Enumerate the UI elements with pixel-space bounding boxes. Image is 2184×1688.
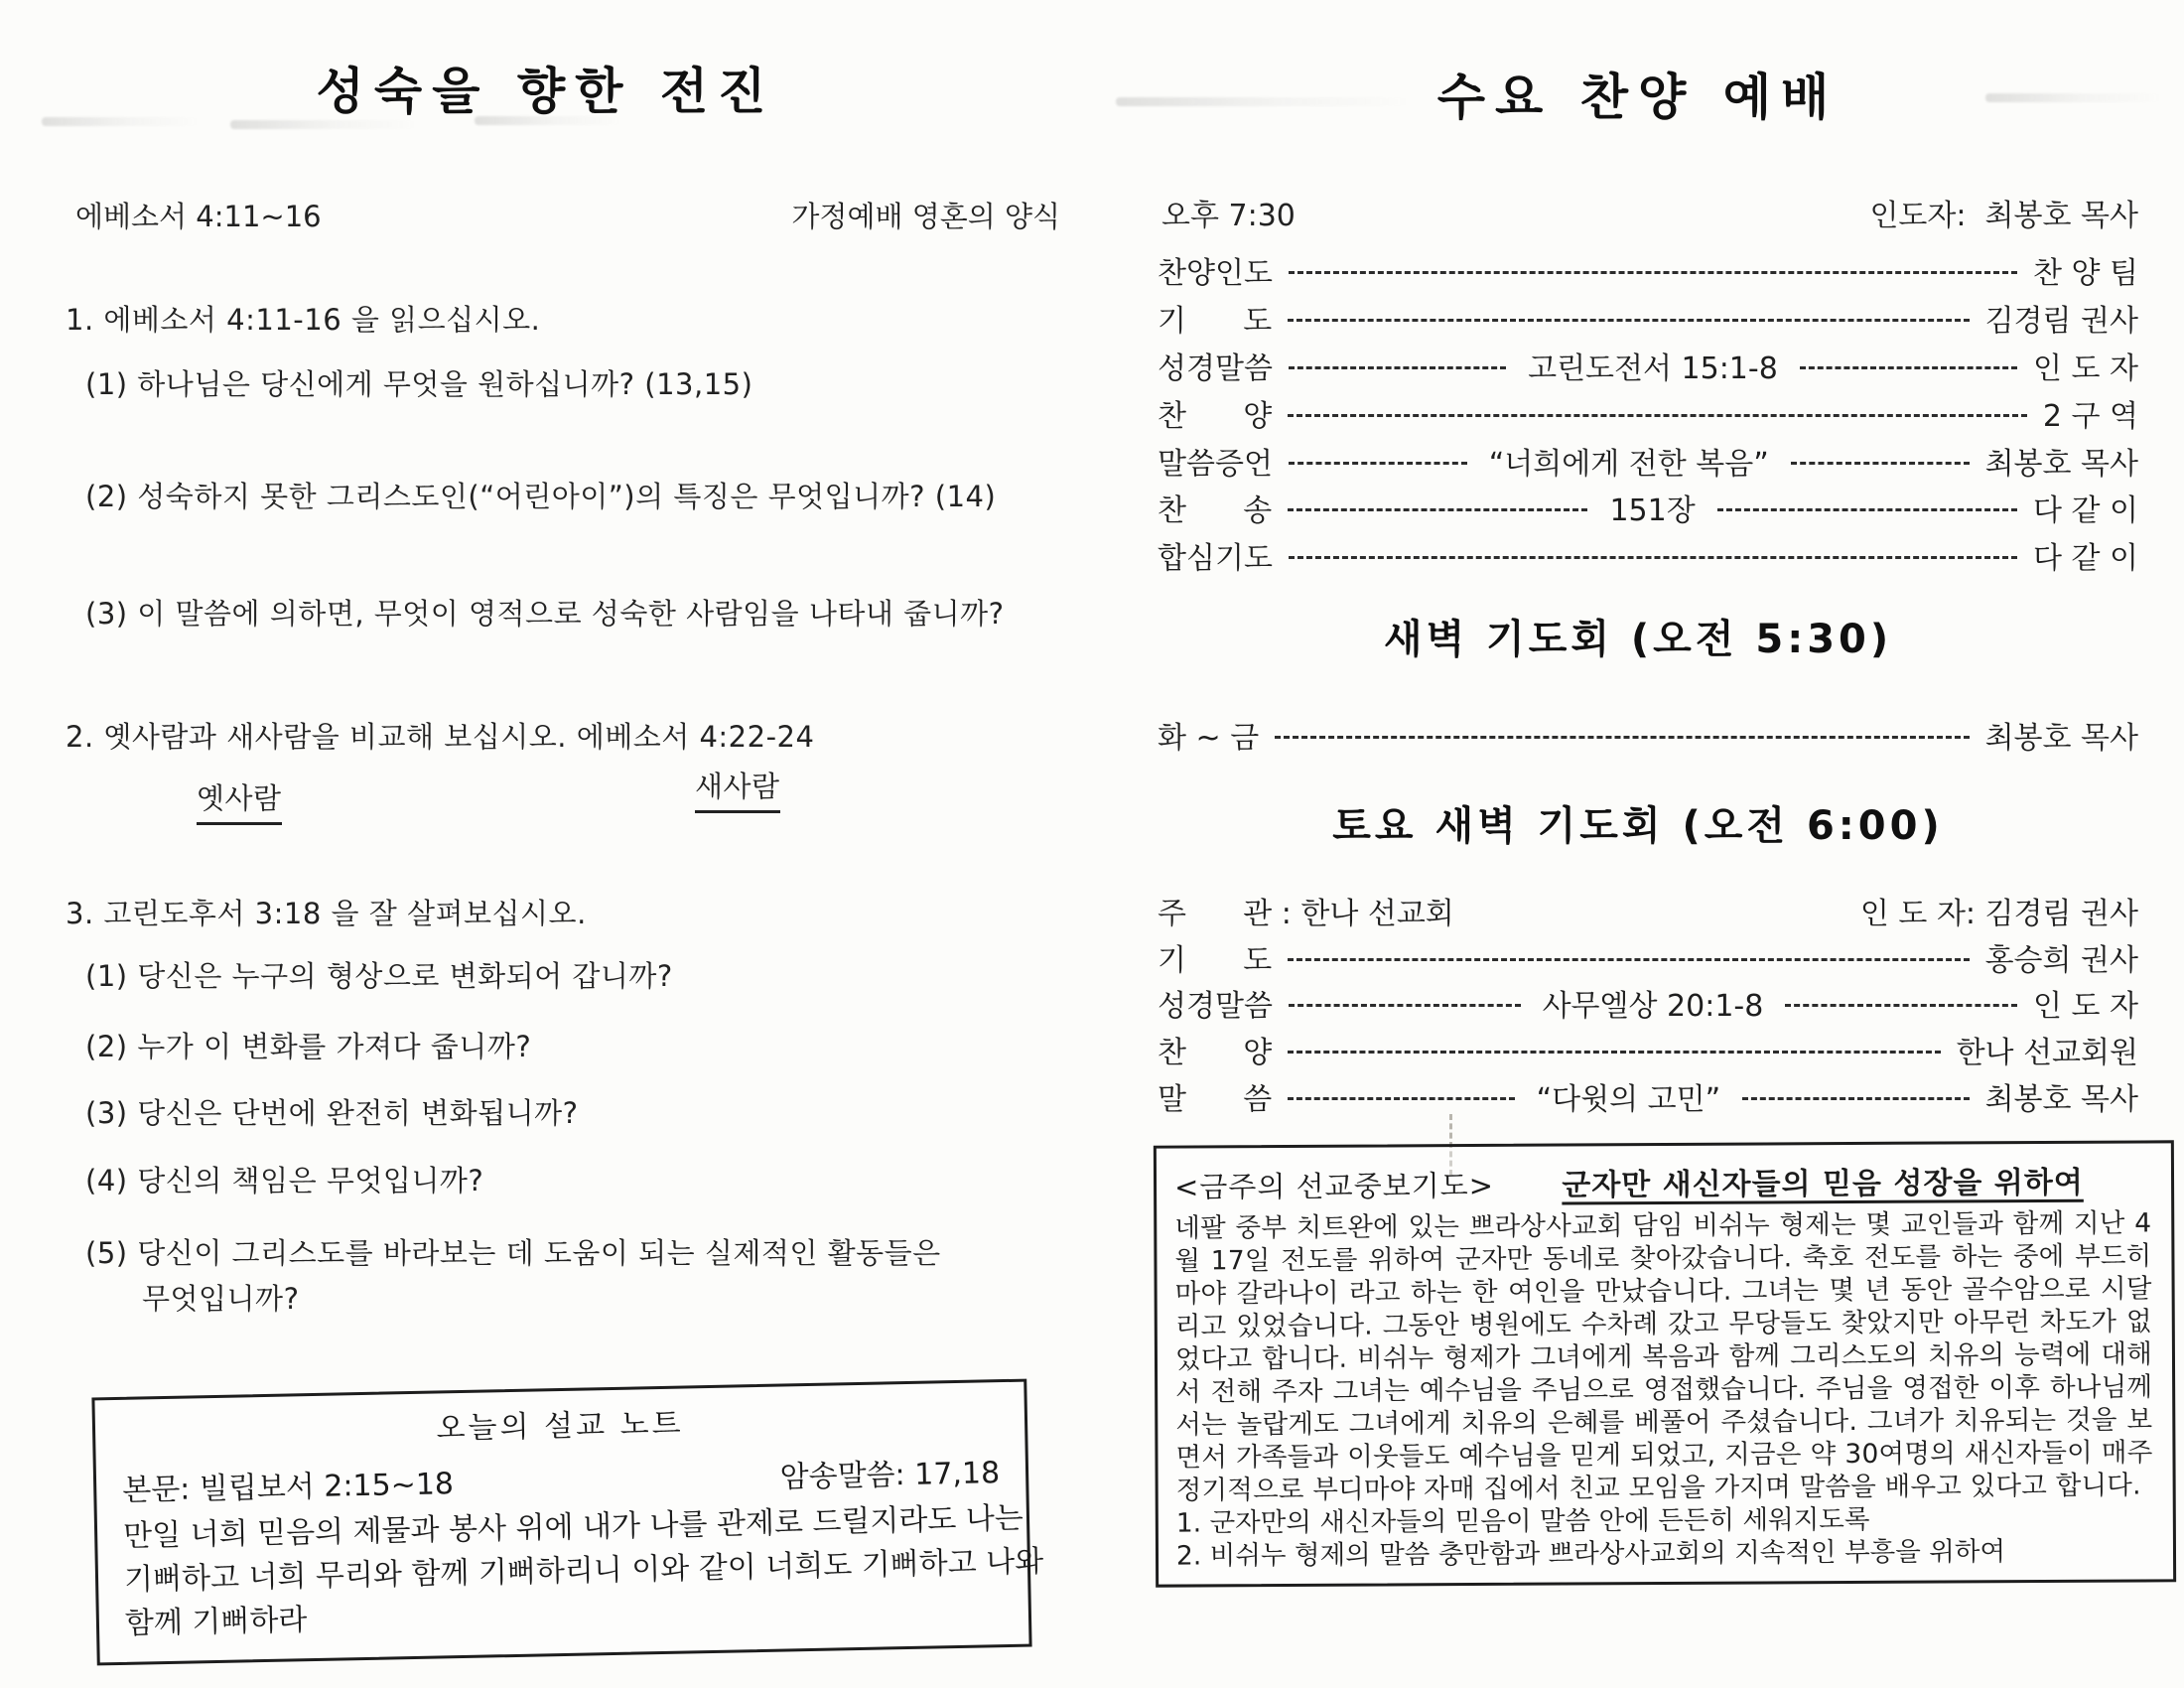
dash-leader xyxy=(1791,462,1970,465)
order-label: 찬 송 xyxy=(1158,493,1273,528)
scripture-reference: 에베소서 4:11~16 xyxy=(75,200,322,233)
host-label: 주 관 : 한나 선교회 xyxy=(1158,897,1454,931)
study-question: (4) 당신의 책임은 무엇입니까? xyxy=(85,1164,484,1197)
order-line xyxy=(1158,344,2138,387)
dash-leader xyxy=(1717,508,2017,511)
memory-verse: 암송말씀: 17,18 xyxy=(779,1456,1001,1495)
order-label: 성경말씀 xyxy=(1158,989,1273,1024)
order-line xyxy=(1158,391,2138,435)
order-person: 인 도 자 xyxy=(2032,989,2138,1024)
order-person: 김경림 권사 xyxy=(1984,304,2138,339)
saturday-dawn-prayer-heading: 토요 새벽 기도회 (오전 6:00) xyxy=(1332,803,1944,849)
verse-line: 만일 너희 믿음의 제물과 봉사 위에 내가 나를 관제로 드릴지라도 나는 xyxy=(122,1500,1024,1554)
old-person-column-label: 옛사람 xyxy=(197,776,282,825)
host-person: 인 도 자: 김경림 권사 xyxy=(1859,897,2138,931)
order-person: 최봉호 목사 xyxy=(1984,447,2139,482)
order-label: 합심기도 xyxy=(1158,541,1273,576)
order-person: 최봉호 목사 xyxy=(1984,721,2138,756)
right-page xyxy=(1092,0,2184,1688)
left-subtitle-row xyxy=(75,195,1060,235)
sermon-passage: 본문: 빌립보서 2:15~18 xyxy=(121,1467,455,1508)
service-info-row xyxy=(1161,191,2138,234)
order-label: 찬양인도 xyxy=(1158,256,1273,291)
dawn-prayer-line xyxy=(1158,713,2138,757)
order-line xyxy=(1158,248,2138,292)
order-content: 사무엘상 20:1-8 xyxy=(1542,989,1764,1024)
study-question: (1) 하나님은 당신에게 무엇을 원하십니까? (13,15) xyxy=(85,367,753,401)
order-person: 2 구 역 xyxy=(2042,399,2138,434)
sermon-note-body xyxy=(122,1497,1044,1646)
order-content: 고린도전서 15:1-8 xyxy=(1528,352,1778,386)
dash-leader xyxy=(1289,366,1506,369)
verse-line: 함께 기뻐하라 xyxy=(124,1603,308,1641)
order-line xyxy=(1158,1028,2138,1071)
study-question: (1) 당신은 누구의 형상으로 변화되어 갑니까? xyxy=(85,959,673,993)
order-content: “너희에게 전한 복음” xyxy=(1488,447,1769,482)
order-person: 최봉호 목사 xyxy=(1984,1082,2138,1117)
mission-title: 군자만 새신자들의 믿음 성장을 위하여 xyxy=(1562,1165,2084,1203)
order-line xyxy=(1158,533,2138,577)
dash-leader xyxy=(1289,1004,1521,1007)
dash-leader xyxy=(1288,1051,1940,1054)
sermon-note-box xyxy=(91,1379,1044,1666)
dash-leader xyxy=(1288,414,2027,417)
prayer-item: 2. 비쉬누 형제의 말씀 충만함과 쁘라상사교회의 지속적인 부흥을 위하여 xyxy=(1175,1536,2006,1572)
dash-leader xyxy=(1275,736,1969,739)
order-label: 말씀증언 xyxy=(1158,447,1273,482)
order-line xyxy=(1158,981,2138,1025)
order-line xyxy=(1158,486,2138,529)
dawn-prayer-heading: 새벽 기도회 (오전 5:30) xyxy=(1383,617,1893,662)
order-person: 다 같 이 xyxy=(2032,541,2138,576)
dash-leader xyxy=(1742,1097,1969,1100)
prayer-item: 1. 군자만의 새신자들의 믿음이 말씀 안에 든든히 세워지도록 xyxy=(1175,1503,1870,1539)
order-line xyxy=(1158,1074,2138,1118)
mission-section-label: <금주의 선교중보기도> xyxy=(1173,1168,1495,1204)
order-label: 성경말씀 xyxy=(1158,352,1273,386)
dash-leader xyxy=(1289,556,2017,559)
right-page-title: 수요 찬양 예배 xyxy=(1436,69,1840,126)
dash-leader xyxy=(1288,1097,1514,1100)
dash-leader xyxy=(1800,366,2017,369)
dash-leader xyxy=(1288,508,1587,511)
dash-leader xyxy=(1289,462,1467,465)
order-person: 홍승희 권사 xyxy=(1984,943,2138,978)
dash-leader xyxy=(1288,319,1969,322)
order-content: “다윗의 고민” xyxy=(1536,1082,1721,1117)
study-question: (3) 당신은 단번에 완전히 변화됩니까? xyxy=(85,1096,579,1130)
study-question: (5) 당신이 그리스도를 바라보는 데 도움이 되는 실제적인 활동들은 xyxy=(85,1236,941,1270)
series-label: 가정예배 영혼의 양식 xyxy=(791,200,1060,233)
mission-body-text: 네팔 중부 치트완에 있는 쁘라상사교회 담임 비쉬누 형제는 몇 교인들과 함께 지난 4월 17일 전도를 위하여 군자만 동네로 찾아갔습니다. 축호 전도를 하는 중에 부드히마야 갈라나이 라고 하는 한 여인을 만났습니다. 그녀는 몇 년 동안 골수암으로 시달리고 있었습니다. 그동안 병원에도 수차례 갔고 무당들도 찾았지만 아무런 차도가 없었다고 합니다. 비쉬누 형제가 그녀에게 복음과 함께 그리스도의 치유의 능력에 대해서 전해 주자 그녀는 예수님을 주님으로 영접했습니다. 주님을 영접한 이후 하나님께서는 놀랍게도 그녀에게 치유의 은혜를 베풀어 주셨습니다. 그녀가 치유되는 것을 보면서 가족들과 이웃들도 예수님을 믿게 되었고, 지금은 약 30여명의 새신자들이 매주 정기적으로 부디마야 자매 집에서 친교 모임을 가지며 말씀을 배우고 있다고 합니다. xyxy=(1174,1207,2153,1506)
dash-leader xyxy=(1289,271,2017,274)
service-leader: 인도자: 최봉호 목사 xyxy=(1869,199,2138,233)
dash-leader xyxy=(1785,1004,2017,1007)
study-question: (2) 성숙하지 못한 그리스도인(“어린아이”)의 특징은 무엇입니까? (14) xyxy=(85,480,997,513)
order-label: 찬 양 xyxy=(1158,399,1273,434)
order-person: 찬 양 팀 xyxy=(2032,256,2138,291)
order-person: 다 같 이 xyxy=(2033,493,2139,528)
order-label: 말 씀 xyxy=(1158,1082,1273,1117)
study-question: (2) 누가 이 변화를 가져다 줍니까? xyxy=(85,1030,532,1063)
order-person: 인 도 자 xyxy=(2032,352,2138,386)
study-question: 2. 옛사람과 새사람을 비교해 보십시오. 에베소서 4:22-24 xyxy=(66,720,815,754)
study-question: 1. 에베소서 4:11-16 을 읽으십시오. xyxy=(66,303,541,337)
mission-prayer-box xyxy=(1154,1140,2176,1587)
order-line xyxy=(1158,296,2138,340)
new-person-column-label: 새사람 xyxy=(695,765,780,813)
order-label: 기 도 xyxy=(1158,304,1273,339)
study-question: 3. 고린도후서 3:18 을 잘 살펴보십시오. xyxy=(66,897,587,930)
left-page-title: 성숙을 향한 전진 xyxy=(316,63,776,120)
order-label: 기 도 xyxy=(1158,943,1273,978)
dash-leader xyxy=(1288,958,1969,961)
mission-header xyxy=(1174,1157,2151,1205)
order-line xyxy=(1158,439,2138,483)
study-question-continued: 무엇입니까? xyxy=(142,1282,300,1316)
verse-line: 기뻐하고 너희 무리와 함께 기뻐하리니 이와 같이 너희도 기뻐하고 나와 xyxy=(123,1544,1044,1598)
order-label: 찬 양 xyxy=(1158,1036,1273,1070)
host-line xyxy=(1158,889,2138,932)
order-person: 한나 선교회원 xyxy=(1956,1036,2138,1070)
sermon-note-title: 오늘의 설교 노트 xyxy=(436,1406,684,1447)
order-content: 151장 xyxy=(1609,493,1696,528)
service-time: 오후 7:30 xyxy=(1161,199,1296,233)
order-line xyxy=(1158,935,2138,979)
study-question: (3) 이 말씀에 의하면, 무엇이 영적으로 성숙한 사람임을 나타내 줍니까? xyxy=(85,597,1005,631)
order-label: 화 ~ 금 xyxy=(1158,721,1260,756)
